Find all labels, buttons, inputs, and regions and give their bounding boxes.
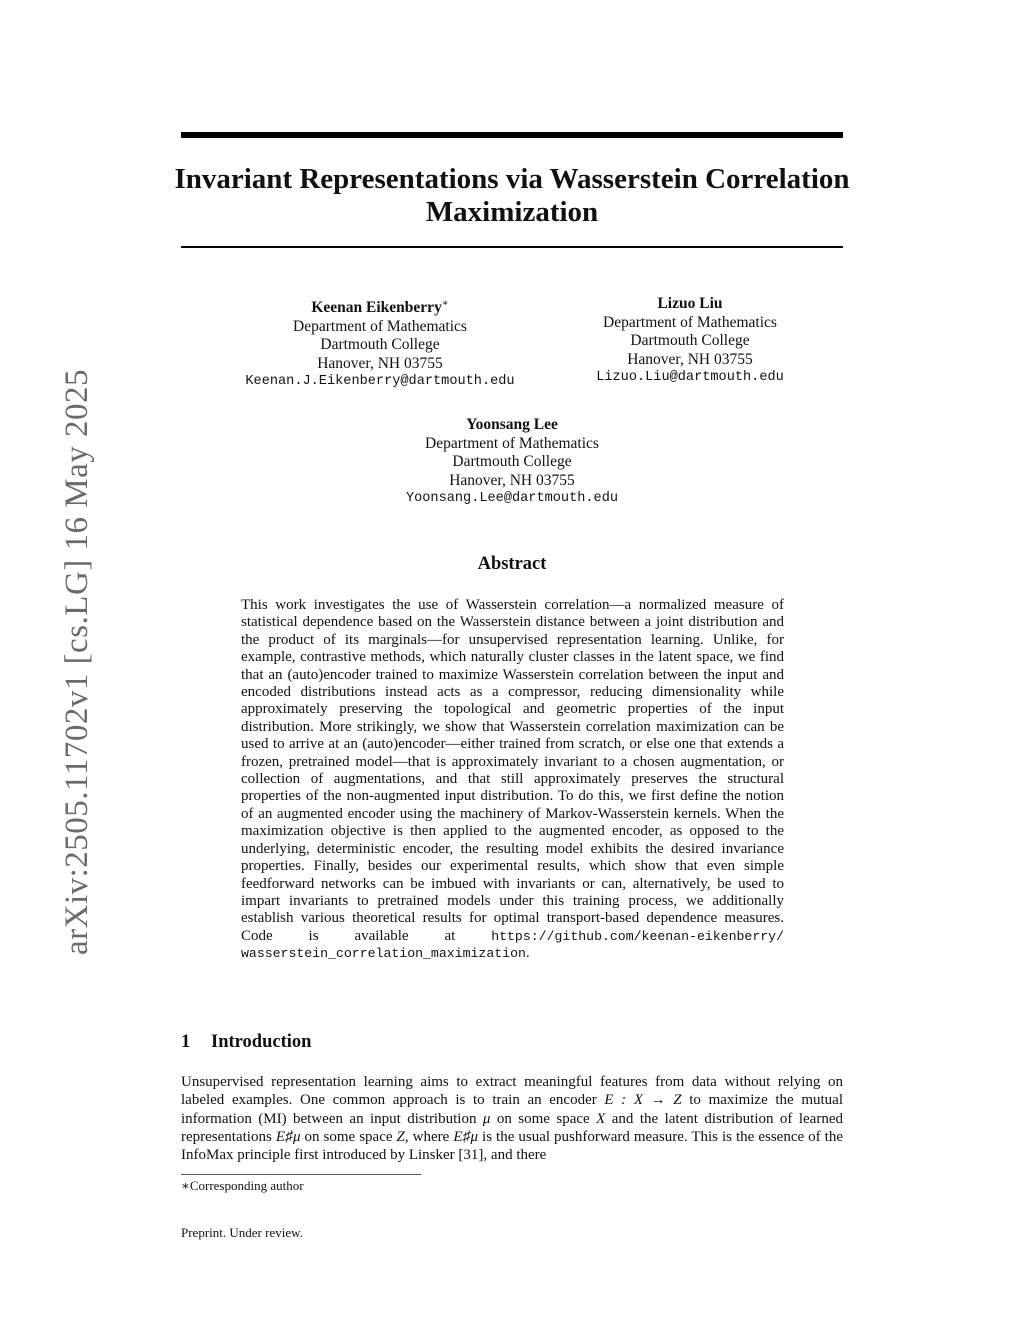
author-department: Department of Mathematics	[293, 317, 467, 335]
author-institution: Dartmouth College	[630, 332, 750, 349]
section-heading-introduction	[181, 1032, 311, 1053]
math-inline: μ	[482, 1110, 491, 1127]
math-inline: E♯μ	[453, 1128, 479, 1145]
author-email: Yoonsang.Lee@dartmouth.edu	[405, 491, 619, 506]
author-email: Keenan.J.Eikenberry@dartmouth.edu	[245, 374, 515, 390]
author-name: Keenan Eikenberry	[311, 299, 442, 317]
intro-text: to maximize the mutual information (MI) between an input distribution	[181, 1092, 843, 1127]
title-bottom-rule	[181, 246, 843, 248]
abstract-paragraph: This work investigates the use of Wasserstein correlation—a normalized measure of statistical dependence based on the Wasserstein distance between a joint distribution and the product of its marginals—for unsupervised representation learning. Unlike, for example, contrastive methods, which naturally cluster classes in the latent space, we find that an (auto)encoder trained to maximize Wasserstein correlation between the input and encoded distributions instead acts as a compressor, reducing dimensionality while approximately preserving the topological and geometric properties of the input distribution. More strikingly, we show that Wasserstein correlation maximization can be used to arrive at an (auto)encoder—either trained from scratch, or else one that extends a frozen, pretrained model—that is approximately invariant to a chosen augmentation, or collection of augmentations, and that still approximately preserves the structural properties of the non-augmented input distribution. To do this, we first define the notion of an augmented encoder using the machinery of Markov-Wasserstein kernels. When the maximization objective is then applied to the augmented encoder, as opposed to the underlying, deterministic encoder, the resulting model exhibits the desired invariance properties. Finally, besides our experimental results, which show that even simple feedforward networks can be imbued with invariants or can, alternatively, be used to impart invariants to pretrained models under this training process, we additionally establish various theoretical results for optimal transport-based dependence measures. Code is available at	[241, 597, 784, 944]
footnote: ∗Corresponding author	[181, 1178, 304, 1193]
footnote-rule	[181, 1174, 421, 1175]
author-name: Yoonsang Lee	[466, 416, 558, 433]
math-inline: Z	[396, 1128, 405, 1145]
corresponding-mark: ∗	[441, 298, 449, 309]
code-url-link[interactable]: https://github.com/keenan-eikenberry/ wasserstein_correlation_maximization	[241, 928, 784, 962]
intro-text: on some space	[490, 1110, 597, 1127]
introduction-paragraph	[181, 1073, 843, 1164]
math-inline: E : X → Z	[604, 1092, 682, 1109]
preprint-notice: Preprint. Under review.	[181, 1225, 303, 1240]
author-block-eikenberry	[200, 295, 560, 392]
author-block-lee	[332, 416, 692, 509]
author-institution: Dartmouth College	[320, 336, 440, 354]
intro-text: , where	[404, 1128, 454, 1145]
intro-text: is the usual pushforward measure. This is the essence of the InfoMax principle first introduced by Linsker [31], and there	[181, 1128, 843, 1164]
author-email: Lizuo.Liu@dartmouth.edu	[596, 370, 784, 385]
author-address: Hanover, NH 03755	[449, 471, 575, 489]
intro-text: Unsupervised representation learning aims to extract meaningful features from data without relying on labeled examples. One common approach is to train an encoder	[181, 1074, 843, 1109]
author-address: Hanover, NH 03755	[317, 354, 443, 372]
section-number: 1	[181, 1032, 191, 1052]
author-department: Department of Mathematics	[425, 434, 599, 452]
intro-text: and the latent distribution of learned representations	[181, 1110, 843, 1145]
author-name: Lizuo Liu	[657, 295, 723, 312]
math-inline: E♯μ	[275, 1128, 301, 1145]
author-address: Hanover, NH 03755	[627, 350, 753, 368]
author-department: Department of Mathematics	[603, 313, 777, 331]
paper-title: Invariant Representations via Wasserstein Correlation Maximization	[174, 163, 850, 228]
author-block-liu	[560, 295, 820, 388]
abstract-heading: Abstract	[477, 554, 547, 574]
title-top-rule	[181, 132, 843, 138]
author-institution: Dartmouth College	[452, 453, 572, 470]
abstract-text	[241, 597, 784, 963]
arxiv-identifier: arXiv:2505.11702v1 [cs.LG] 16 May 2025	[59, 368, 95, 956]
intro-text: on some space	[300, 1128, 397, 1145]
math-inline: X	[596, 1110, 606, 1127]
abstract-end: .	[525, 945, 530, 962]
section-title: Introduction	[211, 1032, 312, 1052]
